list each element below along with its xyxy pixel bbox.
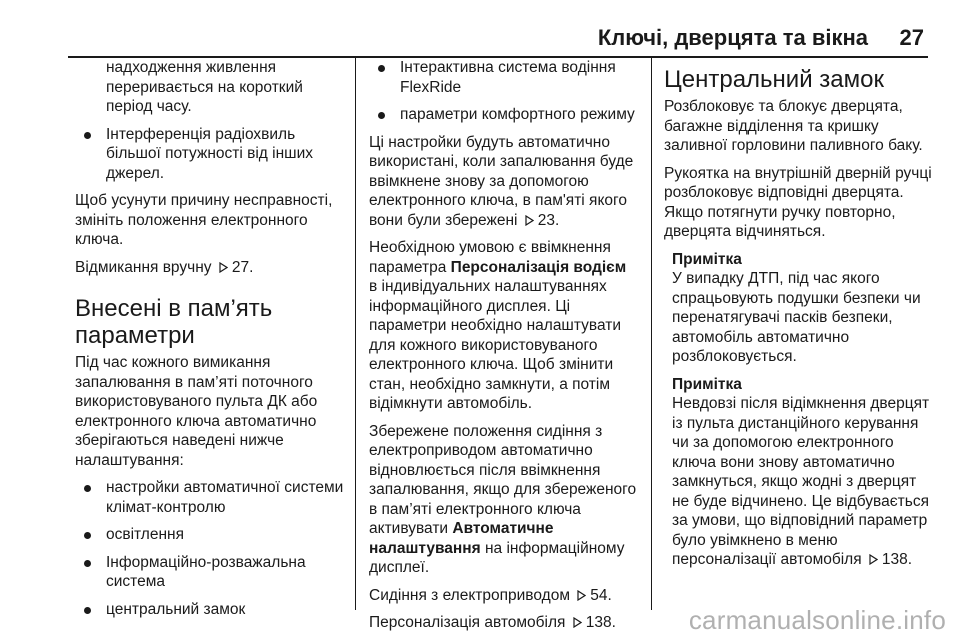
list-item: параметри комфортного режиму [369, 105, 637, 125]
page-reference-arrow-icon [869, 554, 878, 565]
paragraph-door-handle: Рукоятка на внутрішній дверній ручці розблоковує відповідні дверцята. Якщо потягнути ручку повторно, дверцята відчиняться. [664, 164, 932, 240]
column-divider-1 [355, 58, 356, 610]
page-reference-link[interactable]: 54. [590, 586, 612, 604]
note-title: Примітка [672, 375, 742, 393]
page-number: 27 [899, 25, 924, 50]
bullet-icon [84, 607, 91, 614]
paragraph-central-lock: Розблоковує та блокує дверцята, багажне відділення та кришку заливної горловини паливного баку. [664, 98, 923, 154]
paragraph-seat-memory: Збережене положення сидіння з електроприводом автоматично відновлюється після ввімкнення запалювання, якщо для збереженого в пам’яті електронного ключа активувати Автоматичне налаштування на інформаційному дисплеї. [369, 422, 637, 576]
bullet-icon [378, 65, 385, 72]
note-accident [664, 250, 934, 367]
running-header-title: Ключі, дверцята та вікна [597, 25, 868, 50]
page-reference-link[interactable]: 138. [881, 551, 913, 568]
paragraph-ref-personalization: Персоналізація автомобіля 138. [369, 614, 616, 631]
column-divider-2 [651, 58, 652, 610]
list-item: Інтерактивна система водіння FlexRide [369, 58, 637, 97]
bullet-icon [378, 112, 385, 119]
paragraph-fix: Щоб усунути причину несправності, змініть положення електронного ключа. [75, 192, 333, 248]
section-heading-memory: Внесені в пам’ять параметри [75, 295, 273, 349]
paragraph-ref-seats: Сидіння з електроприводом 54. [369, 586, 612, 604]
note-text: У випадку ДТП, під час якого спрацьовують подушки безпеки чи перенатягувачі пасків безпеки, автомобіль автоматично розблоковується. [672, 270, 921, 365]
continued-bullet-text: надходження живлення переривається на короткий період часу. [106, 59, 303, 115]
section-heading-central-lock: Центральний замок [664, 66, 884, 93]
column-2 [369, 58, 637, 641]
page-reference-arrow-icon [573, 617, 582, 628]
list-item: освітлення [75, 525, 345, 545]
bullet-list-settings [75, 478, 345, 619]
page-reference-link[interactable]: 23. [537, 211, 560, 229]
note-text: Невдовзі після відімкнення дверцят із пульта дистанційного керування чи за допомогою електронного ключа вони знову автоматично замкнуться, якщо жодні з дверцят не буде відчинено. Це відбувається за умови, що відповідний параметр було увімкнено в меню персоналізації автомобіля 138. [672, 395, 930, 568]
bullet-icon [84, 485, 91, 492]
column-1 [75, 58, 345, 627]
bullet-icon [84, 560, 91, 567]
paragraph-condition: Необхідною умовою є ввімкнення параметра Персоналізація водієм в індивідуальних налаштуваннях інформаційного дисплея. Ці параметри необхідно налаштувати для кожного використовуваного електронного ключа. Щоб змінити стан, необхідно замкнути, а потім відімкнути автомобіль. [369, 239, 627, 412]
page-reference-arrow-icon [219, 262, 228, 273]
list-item: центральний замок [75, 600, 345, 620]
note-title: Примітка [672, 250, 742, 268]
page-reference-link[interactable]: 138. [585, 614, 616, 631]
page-reference-link[interactable]: 27. [231, 258, 254, 276]
bullet-list-settings-cont [369, 58, 637, 125]
paragraph-manual-unlock: Відмикання вручну 27. [75, 258, 254, 276]
bullet-icon [84, 532, 91, 539]
menu-term-auto-setting: Автоматичне налаштування [369, 520, 554, 557]
note-auto-relock [664, 375, 934, 570]
list-item: Інтерференція радіохвиль більшої потужності від інших джерел. [75, 125, 345, 184]
page-reference-arrow-icon [525, 215, 534, 226]
bullet-icon [84, 132, 91, 139]
column-3 [664, 58, 934, 578]
paragraph-auto-apply: Ці настройки будуть автоматично використані, коли запалювання буде ввімкнене знову за допомогою електронного ключа, в пам'яті якого вони були збережені 23. [369, 133, 634, 229]
menu-term-driver-personalization: Персоналізація водієм [450, 258, 627, 276]
list-item: настройки автоматичної системи клімат-контролю [75, 478, 345, 517]
watermark-text: carmanualsonline.info [688, 605, 946, 635]
page-reference-arrow-icon [577, 590, 586, 601]
paragraph-memory: Під час кожного вимикання запалювання в пам’яті поточного використовуваного пульта ДК або електронного ключа автоматично зберігаються наведені нижче налаштування: [75, 354, 318, 469]
bullet-list-interference [75, 125, 345, 184]
list-item: Інформаційно-розважальна система [75, 553, 345, 592]
